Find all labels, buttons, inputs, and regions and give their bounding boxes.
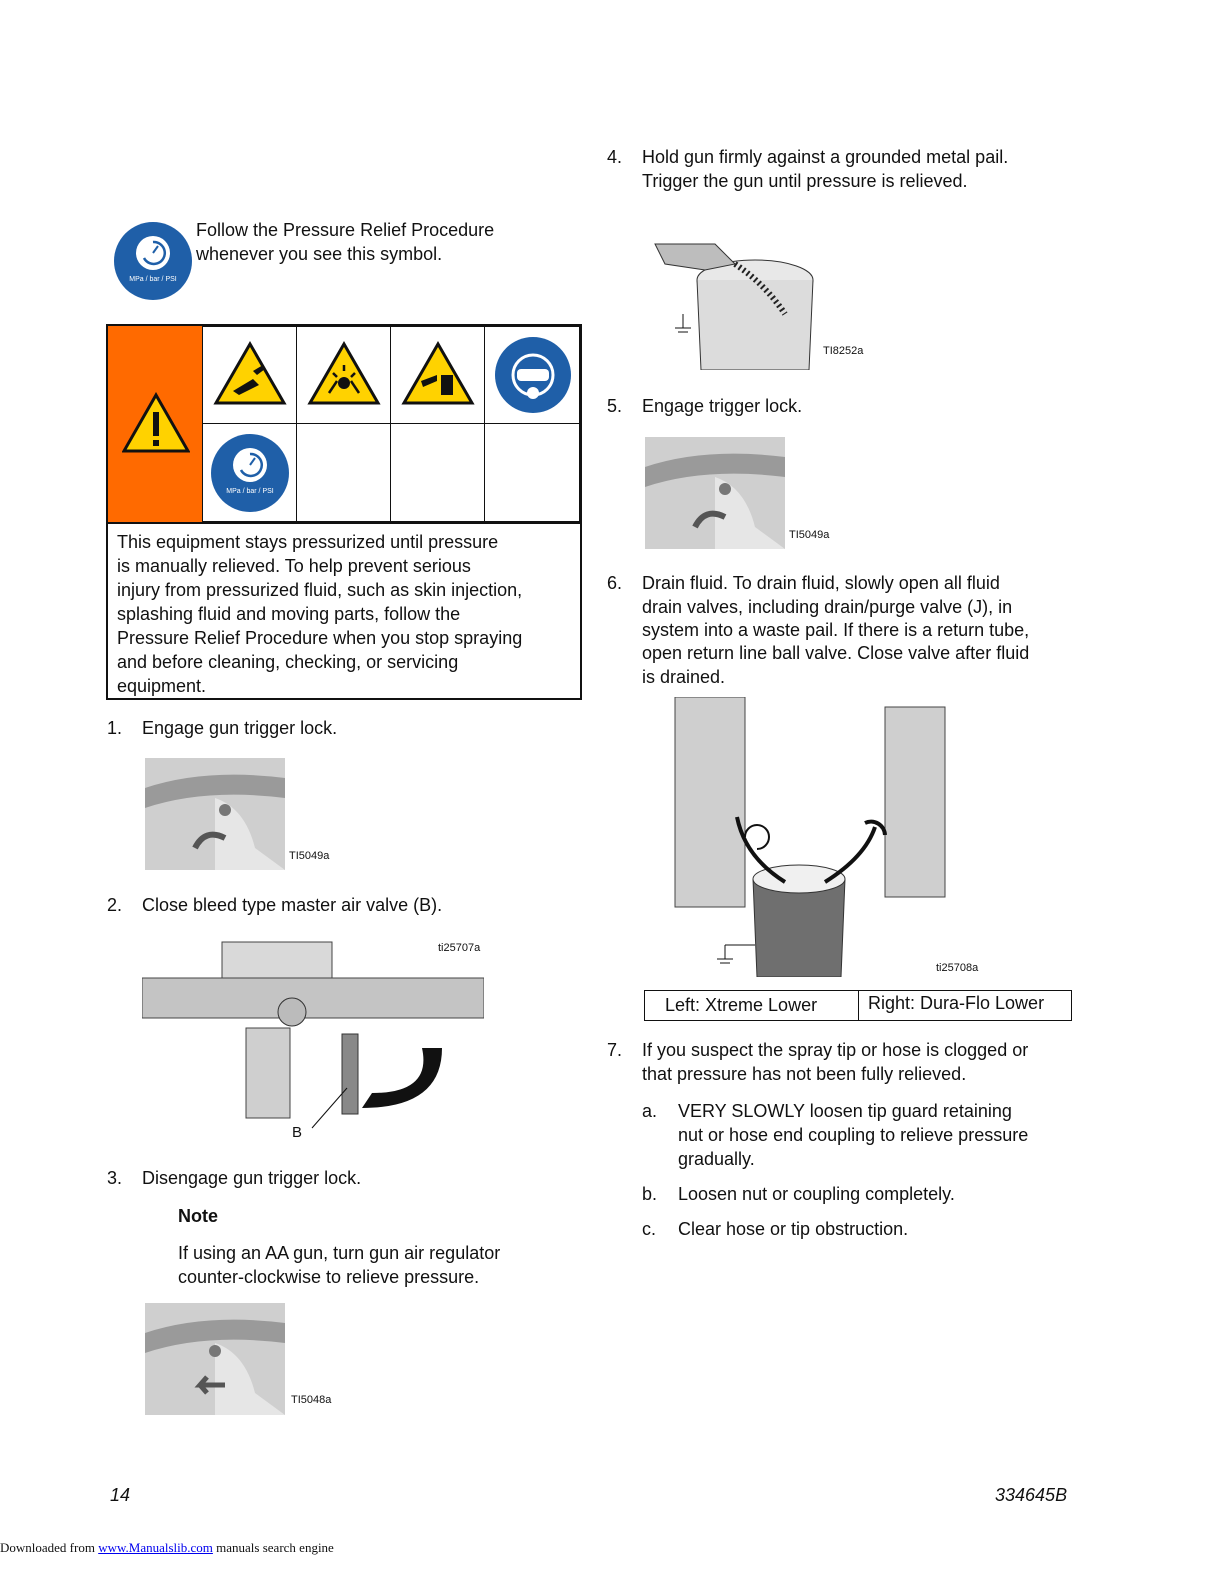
page-number: 14 [110, 1485, 131, 1505]
sub-letter: a. [642, 1101, 658, 1121]
sub-letter: b. [642, 1184, 658, 1204]
step-number: 4. [607, 147, 623, 167]
icon-cell [296, 326, 391, 424]
warning-line: is manually relieved. To help prevent serious [117, 556, 471, 576]
warning-box [106, 324, 582, 700]
figure-caption-table [644, 990, 1072, 1021]
step-number: 2. [107, 895, 123, 915]
note-line-1: If using an AA gun, turn gun air regulator [178, 1243, 501, 1263]
icon-cell-empty [484, 423, 580, 522]
caption-left: Left: Xtreme Lower [665, 995, 818, 1015]
sub-letter: c. [642, 1219, 657, 1239]
callout-b: B [292, 1124, 303, 1141]
eye-protection-icon [495, 337, 571, 413]
sub-c-line: Clear hose or tip obstruction. [678, 1219, 909, 1239]
spray-into-pail-figure [645, 204, 823, 370]
warning-line: This equipment stays pressurized until pressure [117, 532, 499, 552]
step-7-line-1: If you suspect the spray tip or hose is clogged or [642, 1040, 1029, 1060]
icon-cell-empty [296, 423, 391, 522]
sub-a-line: gradually. [678, 1149, 755, 1169]
icon-cell [390, 326, 485, 424]
warning-line: injury from pressurized fluid, such as skin injection, [117, 580, 523, 600]
step-number: 5. [607, 396, 623, 416]
figure-tag: TI8252a [823, 345, 864, 357]
figure-tag: TI5048a [291, 1394, 332, 1406]
step-4-line-1: Hold gun firmly against a grounded metal pail. [642, 147, 1009, 167]
step-6-line: open return line ball valve. Close valve after fluid [642, 643, 1030, 663]
step-number: 1. [107, 718, 123, 738]
step-3-text: Disengage gun trigger lock. [142, 1168, 362, 1188]
symbol-note-line-2: whenever you see this symbol. [196, 244, 443, 264]
master-air-valve-figure [142, 928, 484, 1138]
figure-tag: TI5049a [289, 850, 330, 862]
symbol-note-line-1: Follow the Pressure Relief Procedure [196, 220, 495, 240]
download-footer [0, 1540, 334, 1556]
warning-triangle-icon [122, 392, 190, 454]
pressure-unit-label: MPa / bar / PSI [226, 488, 274, 495]
sub-a-line: VERY SLOWLY loosen tip guard retaining [678, 1101, 1012, 1121]
engage-trigger-lock-figure [645, 437, 785, 549]
warning-side-panel [108, 326, 203, 522]
pressure-unit-label: MPa / bar / PSI [129, 276, 177, 283]
warning-text [108, 522, 580, 698]
sub-a-line: nut or hose end coupling to relieve pressure [678, 1125, 1029, 1145]
document-number: 334645B [995, 1485, 1068, 1505]
step-number: 3. [107, 1168, 123, 1188]
pressure-relief-icon [211, 434, 289, 512]
manualslib-link[interactable]: www.Manualslib.com [98, 1540, 213, 1555]
icon-cell [484, 326, 580, 424]
step-6-line: drain valves, including drain/purge valve (J), in [642, 597, 1013, 617]
step-number: 6. [607, 573, 623, 593]
footer-suffix: manuals search engine [212, 1540, 334, 1555]
step-4-line-2: Trigger the gun until pressure is relieved. [642, 171, 968, 191]
warning-line: and before cleaning, checking, or servicing [117, 652, 459, 672]
warning-line: Pressure Relief Procedure when you stop spraying [117, 628, 523, 648]
drain-fluid-figure [645, 697, 981, 977]
step-1-text: Engage gun trigger lock. [142, 718, 338, 738]
step-2-text: Close bleed type master air valve (B). [142, 895, 443, 915]
moving-parts-hazard-icon [401, 341, 475, 407]
step-6-line: is drained. [642, 667, 726, 687]
note-line-2: counter-clockwise to relieve pressure. [178, 1267, 480, 1287]
step-5-text: Engage trigger lock. [642, 396, 803, 416]
footer-prefix: Downloaded from [0, 1540, 99, 1555]
warning-line: equipment. [117, 676, 207, 696]
figure-tag: TI5049a [789, 529, 830, 541]
pressure-relief-icon [114, 222, 192, 300]
disengage-lock-figure [145, 1303, 285, 1415]
step-7-line-2: that pressure has not been fully relieved. [642, 1064, 967, 1084]
note-title: Note [178, 1206, 218, 1226]
caption-right: Right: Dura-Flo Lower [868, 993, 1045, 1013]
step-6-line: Drain fluid. To drain fluid, slowly open all fluid [642, 573, 1000, 593]
gun-trigger-lock-figure [145, 758, 285, 870]
step-6-line: system into a waste pail. If there is a return tube, [642, 620, 1030, 640]
icon-cell [202, 326, 297, 424]
warning-line: splashing fluid and moving parts, follow the [117, 604, 461, 624]
icon-cell [202, 423, 297, 522]
step-number: 7. [607, 1040, 623, 1060]
skin-injection-hazard-icon [213, 341, 287, 407]
sub-b-line: Loosen nut or coupling completely. [678, 1184, 955, 1204]
figure-tag: ti25707a [438, 942, 481, 954]
icon-cell-empty [390, 423, 485, 522]
splash-hazard-icon [307, 341, 381, 407]
figure-tag: ti25708a [936, 962, 979, 974]
